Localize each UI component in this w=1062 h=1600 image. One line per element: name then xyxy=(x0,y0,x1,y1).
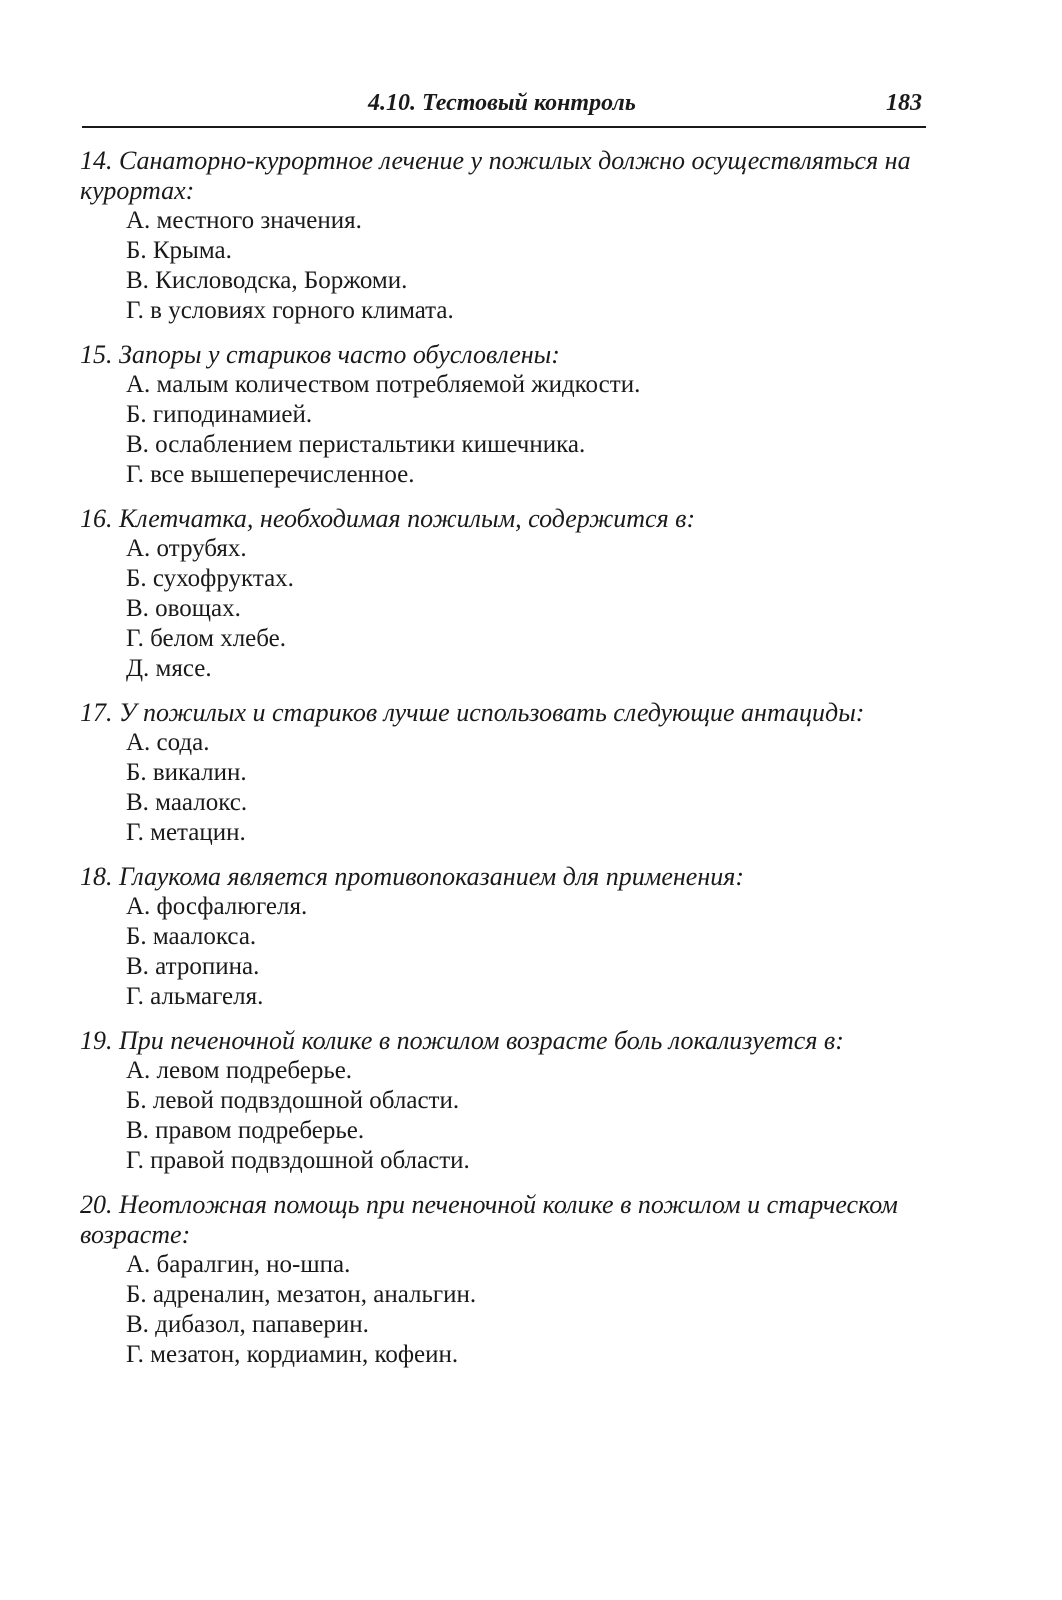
answer-option: Г. метацин. xyxy=(126,819,246,846)
question-20 xyxy=(80,1190,926,1370)
answer-option: А. сода. xyxy=(126,729,210,756)
answer-option: Г. мезатон, кордиамин, кофеин. xyxy=(126,1341,459,1368)
question-18 xyxy=(80,862,926,1012)
answer-options xyxy=(80,1056,926,1176)
question-16 xyxy=(80,504,926,684)
page-number: 183 xyxy=(886,90,922,116)
answer-option: Г. альмагеля. xyxy=(126,983,264,1010)
page-header xyxy=(82,88,926,128)
answer-option: Б. гиподинамией. xyxy=(126,401,313,428)
answer-option: В. ослаблением перистальтики кишечника. xyxy=(126,431,586,458)
question-text: 16. Клетчатка, необходимая пожилым, содержится в: xyxy=(80,504,696,533)
section-title: 4.10. Тестовый контроль xyxy=(368,90,636,116)
answer-option: В. овощах. xyxy=(126,595,241,622)
answer-option: Б. викалин. xyxy=(126,759,247,786)
answer-option: Б. левой подвздошной области. xyxy=(126,1087,460,1114)
answer-option: Г. в условиях горного климата. xyxy=(126,297,454,324)
answer-option: А. отрубях. xyxy=(126,535,247,562)
answer-options xyxy=(80,370,926,490)
question-text: 14. Санаторно-курортное лечение у пожилых должно осуществляться на курортах: xyxy=(80,146,911,205)
question-text: 19. При печеночной колике в пожилом возрасте боль локализуется в: xyxy=(80,1026,844,1055)
answer-option: В. атропина. xyxy=(126,953,260,980)
answer-option: Г. все вышеперечисленное. xyxy=(126,461,415,488)
answer-option: Г. правой подвздошной области. xyxy=(126,1147,470,1174)
question-text: 20. Неотложная помощь при печеночной колике в пожилом и старческом возрасте: xyxy=(80,1190,898,1249)
question-15 xyxy=(80,340,926,490)
answer-option: А. фосфалюгеля. xyxy=(126,893,308,920)
answer-option: В. правом подреберье. xyxy=(126,1117,365,1144)
question-text: 15. Запоры у стариков часто обусловлены: xyxy=(80,340,560,369)
answer-options xyxy=(80,892,926,1012)
answer-option: А. левом подреберье. xyxy=(126,1057,353,1084)
answer-options xyxy=(80,1250,926,1370)
question-14 xyxy=(80,146,926,326)
answer-option: В. дибазол, папаверин. xyxy=(126,1311,369,1338)
answer-option: Б. маалокса. xyxy=(126,923,257,950)
answer-options xyxy=(80,534,926,684)
question-19 xyxy=(80,1026,926,1176)
answer-options xyxy=(80,206,926,326)
answer-option: Д. мясе. xyxy=(126,655,212,682)
test-questions xyxy=(80,146,926,1384)
answer-option: В. Кисловодска, Боржоми. xyxy=(126,267,408,294)
answer-options xyxy=(80,728,926,848)
answer-option: А. баралгин, но-шпа. xyxy=(126,1251,351,1278)
question-17 xyxy=(80,698,926,848)
answer-option: Б. сухофруктах. xyxy=(126,565,294,592)
answer-option: А. местного значения. xyxy=(126,207,362,234)
answer-option: Г. белом хлебе. xyxy=(126,625,286,652)
answer-option: В. маалокс. xyxy=(126,789,248,816)
question-text: 17. У пожилых и стариков лучше использовать следующие антациды: xyxy=(80,698,865,727)
answer-option: Б. Крыма. xyxy=(126,237,232,264)
answer-option: Б. адреналин, мезатон, анальгин. xyxy=(126,1281,477,1308)
question-text: 18. Глаукома является противопоказанием для применения: xyxy=(80,862,744,891)
answer-option: А. малым количеством потребляемой жидкости. xyxy=(126,371,641,398)
